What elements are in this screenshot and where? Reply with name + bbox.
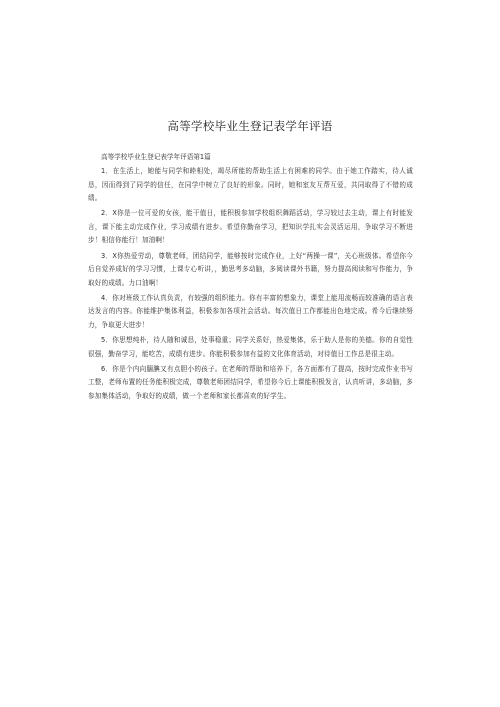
paragraph-3: 3．X你热爱劳动，尊敬老师，团结同学，能够按时完成作业，上好“两操一课”，关心班级体。希望你今后自觉养成好的学习习惯，上课专心听讲，，勤思考多动脑，多阅读课外书籍，努力提高阅读和写作能力，争取好的成绩。力口油啊！ (88, 251, 413, 287)
paragraph-6: 6．你是个内向腼腆又有点胆小的孩子。在老师的帮助和培养下，各方面都有了提高，按时完成作业书写工整，老师布置的任务能积极完成，尊敬老师团结同学，希望你今后上课能积极发言，认真听讲，多动脑，多参加集体活动，争取好的成绩，做一个老师和家长都喜欢的好学生。 (88, 364, 413, 400)
paragraph-2: 2．X你是一位可爱的女孩，能干值日，能积极参加学校组织舞蹈活动，学习较过去主动，课上有时能发言，课下能主动完成作业，学习成绩有进步。希望你勤奋学习，把知识学扎实会灵活运用，争取学习不断进步！相信你能行！加油啊！ (88, 209, 413, 245)
paragraph-4: 4．你对班级工作认真负责，有较强的组织能力。你有丰富的想象力，课堂上能用流畅而较准确的语言表达发言的内容。你能维护集体利益，积极参加各项社会活动。每次值日工作都能出色地完成。希今后继续努力，争取更大进步！ (88, 293, 413, 330)
section-subtitle: 高等学校毕业生登记表学年评语第1篇 (101, 153, 211, 161)
paragraph-5: 5．你思想纯朴，待人随和诚恳，处事稳重；同学关系好，热爱集体，乐于助人是你的美德。你的自觉性很强，勤奋学习，能吃苦，成绩有进步。你能积极参加有益的文化体育活动，对待值日工作总是很主动。 (88, 336, 413, 358)
document-title: 高等学校毕业生登记表学年评语 (167, 119, 333, 133)
document-body (88, 151, 413, 405)
paragraph-1: 1．在生活上，她能与同学和睦相处，竭尽所能的帮助生活上有困难的同学。由于她工作踏实，待人诚恳，因而得到了同学的信任，在同学中树立了良好的形象。同时，她和室友互帮互爱，共同取得了不错的成绩。 (88, 167, 413, 203)
